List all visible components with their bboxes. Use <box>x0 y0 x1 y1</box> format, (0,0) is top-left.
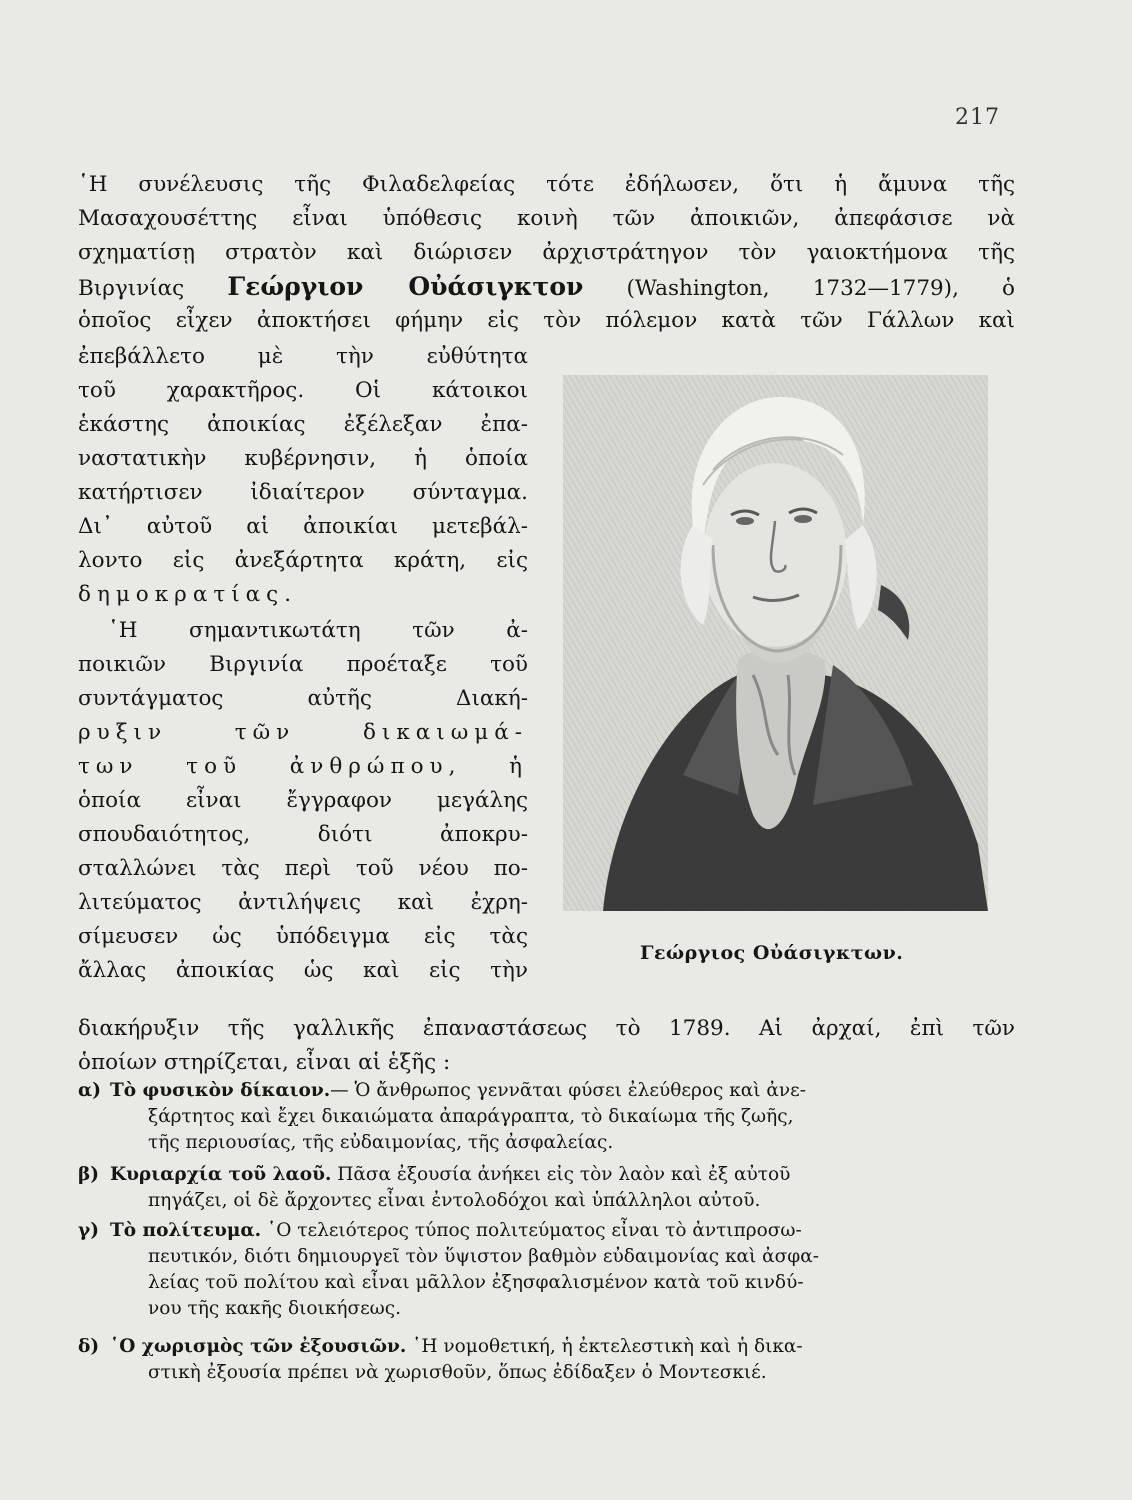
principle-item <box>78 1334 1015 1386</box>
principle-title: Τὸ πολίτευμα. <box>110 1220 262 1241</box>
principle-item <box>78 1162 1015 1214</box>
principle-item <box>78 1078 1015 1156</box>
text-line: διακήρυξιν τῆς γαλλικῆς ἐπαναστάσεως τὸ 1789. Αἱ ἀρχαί, ἐπὶ τῶν <box>78 1016 1015 1041</box>
column-line: σίμευσεν ὡς ὑπόδειγμα εἰς τὰς <box>78 924 528 949</box>
principle-first-line <box>78 1078 1015 1104</box>
text-segment: (Washington, 1732—1779), ὁ <box>583 276 1015 301</box>
principle-title: Τὸ φυσικὸν δίκαιον. <box>110 1080 331 1101</box>
column-line: σταλλώνει τὰς περὶ τοῦ νέου πο- <box>78 856 528 881</box>
column-line: τοῦ χαρακτῆρος. Οἱ κάτοικοι <box>78 378 528 403</box>
column-line: ρυξιν τῶν δικαιωμά- <box>78 720 528 745</box>
column-line: ποικιῶν Βιργινία προέταξε τοῦ <box>78 652 528 677</box>
principle-item <box>78 1218 1015 1322</box>
text-line: σχηματίσῃ στρατὸν καὶ διώρισεν ἀρχιστράτηγον τὸν γαιοκτήμονα τῆς <box>78 240 1015 265</box>
column-line: λοντο εἰς ἀνεξάρτητα κράτη, εἰς <box>78 548 528 573</box>
principle-text: ῾Ο τελειότερος τύπος πολιτεύματος εἶναι τὸ ἀντιπροσω- <box>261 1220 802 1241</box>
principle-marker: γ) <box>78 1220 99 1241</box>
washington-name: Γεώργιον Οὐάσιγκτον <box>227 272 584 301</box>
column-line: δημοκρατίας. <box>78 582 298 607</box>
principle-line: στικὴ ἐξουσία πρέπει νὰ χωρισθοῦν, ὅπως ἐδίδαξεν ὁ Μοντεσκιέ. <box>148 1362 767 1383</box>
principle-first-line <box>78 1162 1015 1188</box>
principle-line: πευτικόν, διότι δημιουργεῖ τὸν ὕψιστον βαθμὸν εὐδαιμονίας καὶ ἀσφα- <box>148 1246 819 1267</box>
column-line: σπουδαιότητος, διότι ἀποκρυ- <box>78 822 528 847</box>
column-line: ὁποία εἶναι ἔγγραφον μεγάλης <box>78 788 528 813</box>
column-line: ναστατικὴν κυβέρνησιν, ἡ ὁποία <box>78 446 528 471</box>
column-line: κατήρτισεν ἰδιαίτερον σύνταγμα. <box>78 480 528 505</box>
column-line: λιτεύματος ἀντιλήψεις καὶ ἐχρη- <box>78 890 528 915</box>
text-line: ῾Η συνέλευσις τῆς Φιλαδελφείας τότε ἐδήλωσεν, ὅτι ἡ ἄμυνα τῆς <box>78 172 1015 197</box>
portrait-caption: Γεώργιος Οὐάσιγκτων. <box>640 942 904 964</box>
washington-portrait <box>563 375 988 911</box>
principle-first-line <box>78 1334 1015 1360</box>
column-line: συντάγματος αὐτῆς Διακή- <box>78 686 528 711</box>
portrait-image <box>563 375 988 911</box>
principle-line: λείας τοῦ πολίτου καὶ εἶναι μᾶλλον ἐξησφαλισμένον κατὰ τοῦ κινδύ- <box>148 1272 804 1293</box>
page-number: 217 <box>955 105 1000 130</box>
text-line: ὁποῖος εἶχεν ἀποκτήσει φήμην εἰς τὸν πόλεμον κατὰ τῶν Γάλλων καὶ <box>78 308 1015 333</box>
text-segment: Βιργινίας <box>78 276 228 301</box>
principle-first-line <box>78 1218 1015 1244</box>
principle-text: — Ὁ ἄνθρωπος γεννᾶται φύσει ἐλεύθερος καὶ ἀνε- <box>330 1080 806 1101</box>
principle-title: Κυριαρχία τοῦ λαοῦ. <box>110 1164 332 1185</box>
column-line: των τοῦ ἀνθρώπου, ἡ <box>78 754 528 779</box>
principle-title: ῾Ο χωρισμὸς τῶν ἐξουσιῶν. <box>110 1336 407 1357</box>
principle-line: τῆς περιουσίας, τῆς εὐδαιμονίας, τῆς ἀσφαλείας. <box>148 1132 614 1153</box>
principle-text: Πᾶσα ἐξουσία ἀνήκει εἰς τὸν λαὸν καὶ ἐξ αὐτοῦ <box>331 1164 791 1185</box>
text-line: ὁποίων στηρίζεται, εἶναι αἱ ἑξῆς : <box>78 1050 451 1075</box>
column-line: ῾Η σημαντικωτάτη τῶν ἀ- <box>108 618 528 643</box>
column-line: ἐπεβάλλετο μὲ τὴν εὐθύτητα <box>78 344 528 369</box>
column-line: Δι᾿ αὐτοῦ αἱ ἀποικίαι μετεβάλ- <box>78 514 528 539</box>
column-line: ἑκάστης ἀποικίας ἐξέλεξαν ἐπα- <box>78 412 528 437</box>
column-line: ἄλλας ἀποικίας ὡς καὶ εἰς τὴν <box>78 958 528 983</box>
text-line: Μασαχουσέττης εἶναι ὑπόθεσις κοινὴ τῶν ἀποικιῶν, ἀπεφάσισε νὰ <box>78 206 1015 231</box>
principle-line: νου τῆς κακῆς διοικήσεως. <box>148 1298 401 1319</box>
principle-text: ῾Η νομοθετική, ἡ ἐκτελεστικὴ καὶ ἡ δικα- <box>406 1336 803 1357</box>
principle-marker: β) <box>78 1164 100 1185</box>
text-line <box>78 270 1015 306</box>
principle-line: πηγάζει, οἱ δὲ ἄρχοντες εἶναι ἐντολοδόχοι καὶ ὑπάλληλοι αὐτοῦ. <box>148 1190 761 1211</box>
principle-line: ξάρτητος καὶ ἔχει δικαιώματα ἀπαράγραπτα, τὸ δικαίωμα τῆς ζωῆς, <box>148 1106 794 1127</box>
principle-marker: α) <box>78 1080 101 1101</box>
principle-marker: δ) <box>78 1336 100 1357</box>
